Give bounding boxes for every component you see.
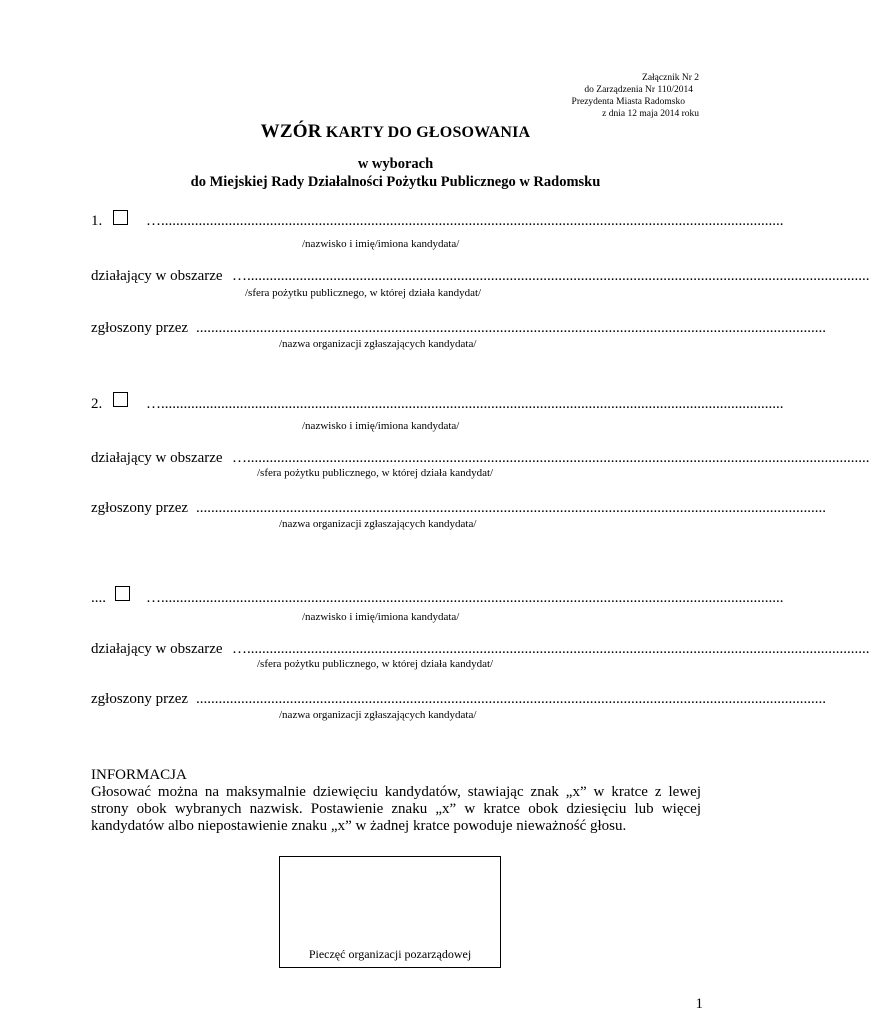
area-label: działający w obszarze bbox=[91, 641, 223, 657]
candidate-name-hint: /nazwisko i imię/imiona kandydata/ bbox=[302, 611, 460, 623]
header-annex: Załącznik Nr 2 bbox=[642, 73, 699, 83]
area-hint: /sfera pożytku publicznego, w której działa kandydat/ bbox=[245, 287, 482, 299]
candidate-name-line[interactable]: …...................................................................................................................................................................... bbox=[146, 213, 784, 229]
candidate-number: .... bbox=[91, 590, 106, 606]
information-title: INFORMACJA bbox=[91, 767, 187, 783]
candidate-number: 2. bbox=[91, 396, 103, 412]
org-hint: /nazwa organizacji zgłaszających kandydata/ bbox=[279, 518, 477, 530]
area-line[interactable]: …...................................................................................................................................................................... bbox=[232, 641, 870, 657]
title-big: WZÓR bbox=[260, 121, 322, 142]
candidate-name-hint: /nazwisko i imię/imiona kandydata/ bbox=[302, 420, 460, 432]
document-header bbox=[572, 72, 699, 120]
area-line[interactable]: …...................................................................................................................................................................... bbox=[232, 268, 870, 284]
org-label: zgłoszony przez bbox=[91, 691, 189, 707]
vote-checkbox[interactable] bbox=[115, 586, 130, 601]
org-hint: /nazwa organizacji zgłaszających kandydata/ bbox=[279, 709, 477, 721]
candidate-name-line[interactable]: …...................................................................................................................................................................... bbox=[146, 396, 784, 412]
information-section bbox=[91, 767, 701, 835]
page-subtitle bbox=[0, 155, 791, 191]
subtitle-line2: do Miejskiej Rady Działalności Pożytku Publicznego w Radomsku bbox=[190, 174, 601, 190]
area-line[interactable]: …...................................................................................................................................................................... bbox=[232, 450, 870, 466]
header-ordinance: do Zarządzenia Nr 110/2014 bbox=[584, 85, 693, 95]
header-president: Prezydenta Miasta Radomsko bbox=[571, 97, 685, 107]
candidate-number: 1. bbox=[91, 213, 103, 229]
stamp-box bbox=[279, 856, 501, 968]
org-line[interactable]: ........................................................................................................................................................................ bbox=[196, 500, 826, 516]
subtitle-line1: w wyborach bbox=[357, 156, 434, 172]
org-label: zgłoszony przez bbox=[91, 320, 189, 336]
candidate-name-line[interactable]: …...................................................................................................................................................................... bbox=[146, 590, 784, 606]
org-hint: /nazwa organizacji zgłaszających kandydata/ bbox=[279, 338, 477, 350]
org-line[interactable]: ........................................................................................................................................................................ bbox=[196, 691, 826, 707]
candidate-name-hint: /nazwisko i imię/imiona kandydata/ bbox=[302, 238, 460, 250]
area-hint: /sfera pożytku publicznego, w której działa kandydat/ bbox=[257, 467, 494, 479]
header-date: z dnia 12 maja 2014 roku bbox=[602, 109, 699, 119]
area-label: działający w obszarze bbox=[91, 450, 223, 466]
page-number: 1 bbox=[695, 996, 703, 1012]
information-text: Głosować można na maksymalnie dziewięciu kandydatów, stawiając znak „x” w kratce z lewej strony obok wybranych nazwisk. Postawienie znaku „x” w kratce obok dziesięciu lub więcej kandydatów albo niepostawienie znaku „x” w żadnej kratce powoduje nieważność głosu. bbox=[91, 784, 701, 834]
vote-checkbox[interactable] bbox=[113, 392, 128, 407]
org-label: zgłoszony przez bbox=[91, 500, 189, 516]
stamp-label: Pieczęć organizacji pozarządowej bbox=[308, 947, 472, 961]
title-rest: KARTY DO GŁOSOWANIA bbox=[321, 124, 531, 141]
area-hint: /sfera pożytku publicznego, w której działa kandydat/ bbox=[257, 658, 494, 670]
area-label: działający w obszarze bbox=[91, 268, 223, 284]
org-line[interactable]: ........................................................................................................................................................................ bbox=[196, 320, 826, 336]
page-title bbox=[0, 121, 791, 143]
vote-checkbox[interactable] bbox=[113, 210, 128, 225]
